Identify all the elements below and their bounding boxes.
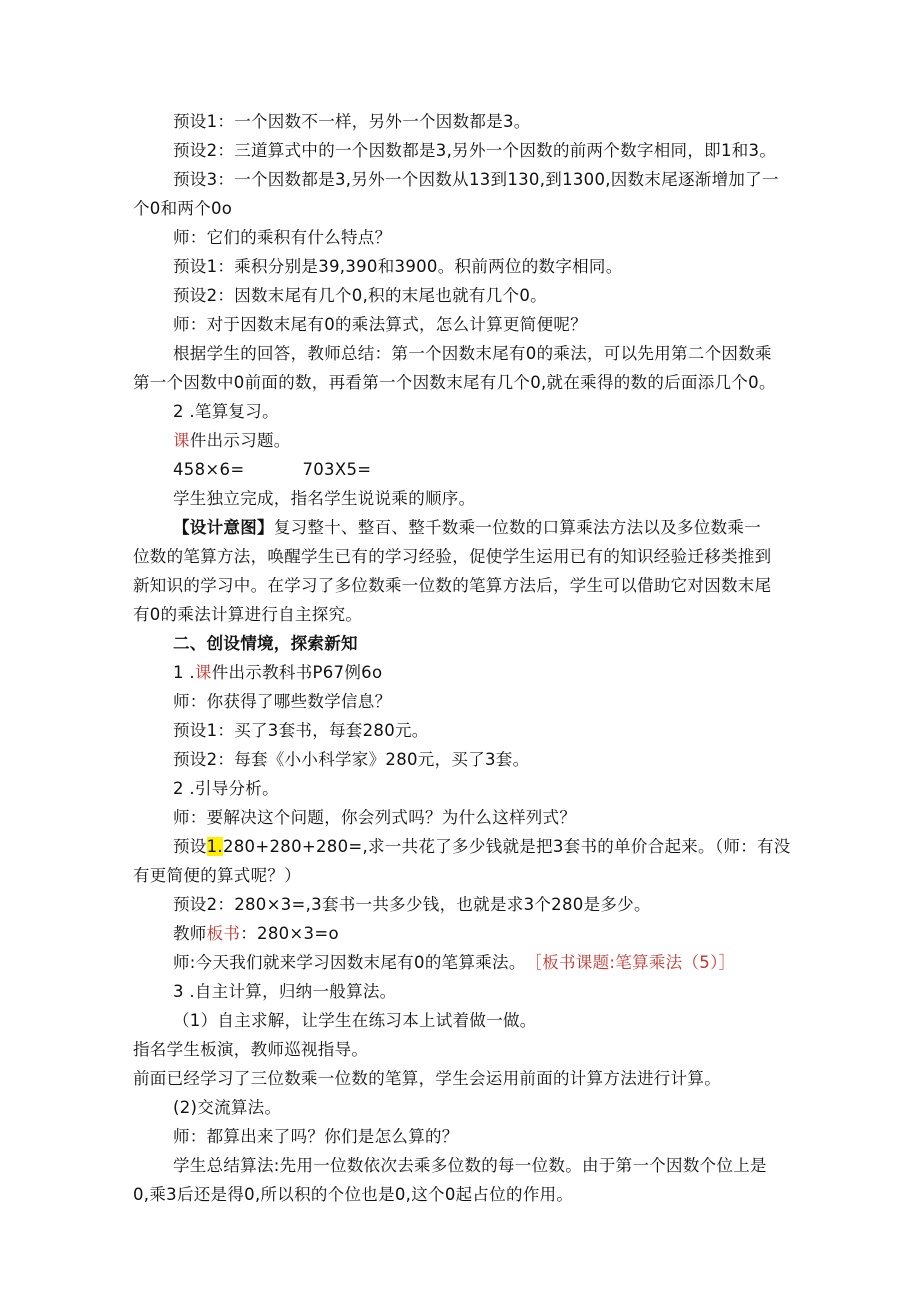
paragraph: 指名学生板演，教师巡视指导。 bbox=[133, 1040, 369, 1059]
text-run: 件出示教科书P67例6o bbox=[211, 663, 383, 682]
paragraph: 预设2：280×3=,3套书一共多少钱，也就是求3个280是多少。 bbox=[173, 895, 651, 914]
paragraph-continuation: 0,乘3后还是得0,所以积的个位也是0,这个0起占位的作用。 bbox=[133, 1185, 574, 1204]
numbered-heading: 2 .引导分析。 bbox=[173, 779, 279, 798]
paragraph: 师：都算出来了吗？你们是怎么算的？ bbox=[173, 1127, 459, 1146]
paragraph: 预设2：每套《小小科学家》280元，买了3套。 bbox=[173, 750, 530, 769]
paragraph bbox=[173, 426, 785, 455]
paragraph bbox=[173, 948, 785, 977]
paragraph: 预设1：买了3套书，每套280元。 bbox=[173, 721, 429, 740]
text-run: 师:今天我们就来学习因数末尾有0的笔算乘法。 bbox=[173, 953, 526, 972]
paragraph-continuation: 个0和两个0o bbox=[133, 199, 233, 218]
paragraph-continuation: 第一个因数中0前面的数，再看第一个因数末尾有几个0,就在乘得的数的后面添几个0。 bbox=[133, 373, 776, 392]
paragraph: 预设1：乘积分别是39,390和3900。积前两位的数字相同。 bbox=[173, 257, 623, 276]
red-text-ke: 课 bbox=[173, 431, 190, 450]
paragraph: 师：你获得了哪些数学信息？ bbox=[173, 692, 392, 711]
paragraph bbox=[173, 832, 791, 861]
text-run: 件出示习题。 bbox=[189, 431, 291, 450]
paragraph: 预设2：因数末尾有几个0,积的末尾也就有几个0。 bbox=[173, 286, 547, 305]
red-text-banshu: 板书 bbox=[206, 924, 241, 943]
text-run: 280+280+280=,求一共花了多少钱就是把3套书的单价合起来。（师：有没 bbox=[222, 837, 791, 856]
text-run: 预设 bbox=[173, 837, 207, 856]
paragraph-continuation: 有更简便的算式呢？） bbox=[133, 866, 301, 885]
paragraph-continuation: 位数的笔算方法，唤醒学生已有的学习经验，促使学生运用已有的知识经验迁移类推到 bbox=[133, 547, 772, 566]
board-title-note: ［板书课题:笔算乘法（5）］ bbox=[533, 953, 736, 972]
paragraph: 学生独立完成，指名学生说说乘的顺序。 bbox=[173, 489, 476, 508]
paragraph bbox=[173, 919, 785, 948]
highlighted-text: 1. bbox=[206, 837, 223, 856]
paragraph: （1）自主求解，让学生在练习本上试着做一做。 bbox=[173, 1011, 537, 1030]
paragraph: (2)交流算法。 bbox=[173, 1098, 282, 1117]
paragraph: 师：它们的乘积有什么特点？ bbox=[173, 228, 392, 247]
design-intent-paragraph bbox=[173, 513, 785, 542]
paragraph: 预设3：一个因数都是3,另外一个因数从13到130,到1300,因数末尾逐渐增加了一 bbox=[173, 170, 779, 189]
text-run: 复习整十、整百、整千数乘一位数的口算乘法方法以及多位数乘一 bbox=[273, 518, 762, 537]
paragraph: 前面已经学习了三位数乘一位数的笔算，学生会运用前面的计算方法进行计算。 bbox=[133, 1069, 721, 1088]
numbered-heading: 3 .自主计算，归纳一般算法。 bbox=[173, 982, 397, 1001]
red-text-ke: 课 bbox=[194, 663, 212, 682]
paragraph: 师：要解决这个问题，你会列式吗？为什么这样列式？ bbox=[173, 808, 577, 827]
exercise-line bbox=[173, 455, 785, 484]
document-body bbox=[133, 107, 791, 1209]
paragraph: 预设2：三道算式中的一个因数都是3,另外一个因数的前两个数字相同，即1和3。 bbox=[173, 141, 777, 160]
exercise-2: 703X5= bbox=[302, 460, 372, 479]
numbered-heading: 2 .笔算复习。 bbox=[173, 402, 279, 421]
numbered-item bbox=[173, 658, 785, 687]
exercise-1: 458×6= bbox=[173, 460, 245, 479]
paragraph-continuation: 有0的乘法计算进行自主探究。 bbox=[133, 605, 363, 624]
design-intent-label: 【设计意图】 bbox=[173, 518, 274, 537]
paragraph-continuation: 新知识的学习中。在学习了多位数乘一位数的笔算方法后，学生可以借助它对因数末尾 bbox=[133, 576, 772, 595]
paragraph: 师：对于因数末尾有0的乘法算式，怎么计算更简便呢？ bbox=[173, 315, 587, 334]
text-run: ：280×3=o bbox=[240, 924, 339, 943]
paragraph: 预设1：一个因数不一样，另外一个因数都是3。 bbox=[173, 112, 531, 131]
item-number: 1 . bbox=[173, 663, 195, 682]
section-heading: 二、创设情境，探索新知 bbox=[173, 634, 358, 653]
paragraph: 根据学生的回答，教师总结：第一个因数末尾有0的乘法，可以先用第二个因数乘 bbox=[173, 344, 772, 363]
paragraph: 学生总结算法:先用一位数依次去乘多位数的每一位数。由于第一个因数个位上是 bbox=[173, 1156, 767, 1175]
text-run: 教师 bbox=[173, 924, 207, 943]
